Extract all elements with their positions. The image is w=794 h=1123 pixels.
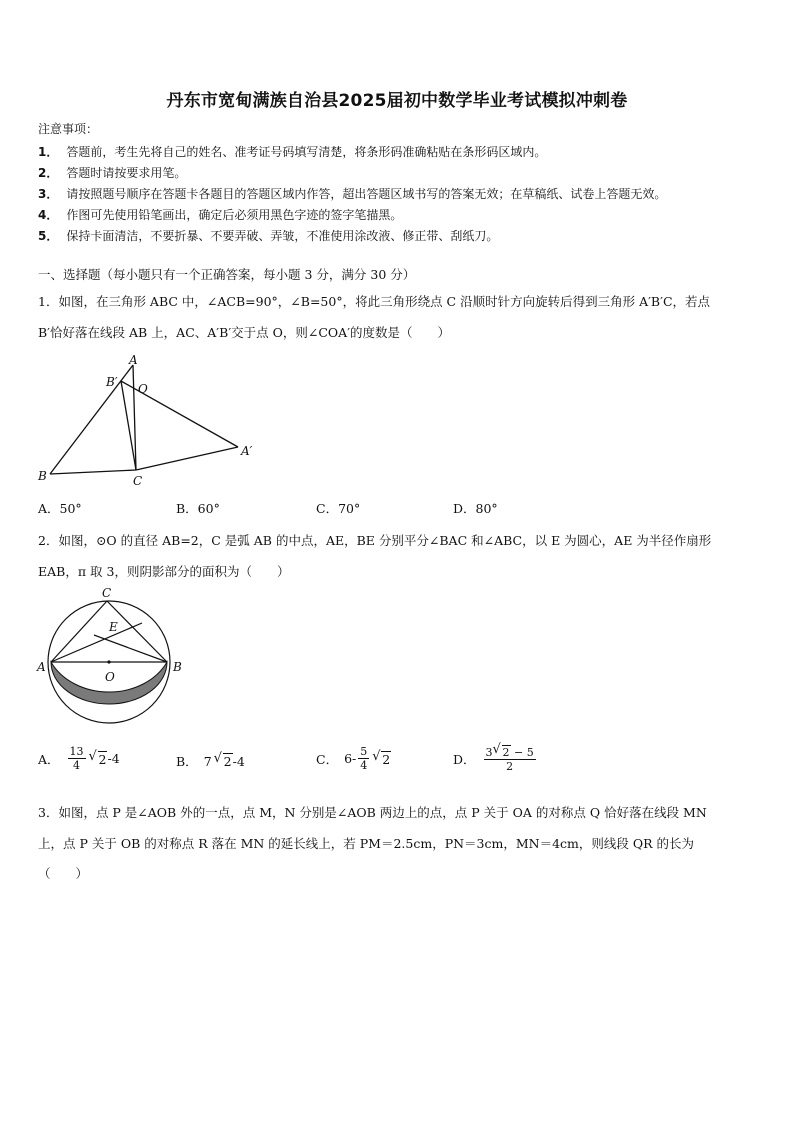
label-A: A [37,660,46,674]
label-O: O [105,670,115,684]
question-3-line-1: 3．如图，点 P 是∠AOB 外的一点，点 M，N 分别是∠AOB 两边上的点，点 P 关于 OA 的对称点 Q 恰好落在线段 MN [38,805,707,820]
label-B: B [38,469,47,483]
label-O: O [138,382,148,396]
q1-option-c: C．70° [316,501,361,516]
label-C: C [102,586,112,600]
circle-figure [34,585,194,730]
q2-option-c: C． 6- $\frac{5}{4}$ √ 2 [316,745,391,772]
page-title: 丹东市宽甸满族自治县2025届初中数学毕业考试模拟冲刺卷 [166,91,628,111]
q1-option-d: D．80° [453,501,498,516]
label-E: E [109,620,118,634]
q2-option-b: B． 7 √ 2 -4 [176,752,245,770]
section-heading: 一、选择题（每小题只有一个正确答案，每小题 3 分，满分 30 分） [38,267,416,282]
question-3-line-2: 上，点 P 关于 OB 的对称点 R 落在 MN 的延长线上，若 PM＝2.5cm，PN＝3cm，MN＝4cm，则线段 QR 的长为 [38,836,695,851]
label-B: B [173,660,182,674]
note-item: 3． 请按照题号顺序在答题卡各题目的答题区域内作答，超出答题区域书写的答案无效；在草稿纸、试卷上答题无效。 [38,187,667,201]
label-A-prime: A′ [241,444,253,458]
question-1-line-1: 1．如图，在三角形 ABC 中，∠ACB=90°，∠B=50°，将此三角形绕点 C 沿顺时针方向旋转后得到三角形 A′B′C，若点 [38,294,711,309]
question-2-line-2: EAB，π 取 3，则阴影部分的面积为（ ） [38,564,290,579]
label-A: A [129,353,138,367]
label-B-prime: B′ [106,375,118,389]
q1-option-a: A．50° [38,501,82,516]
label-C: C [133,474,143,488]
q2-option-a: A． $\frac{13}{4}$ √ 2 -4 [38,745,120,772]
note-item: 1． 答题前，考生先将自己的姓名、准考证号码填写清楚，将条形码准确粘贴在条形码区域内。 [38,145,547,159]
notes-heading: 注意事项： [38,122,99,136]
note-item: 5． 保持卡面清洁，不要折暴、不要弄破、弄皱，不准使用涂改液、修正带、刮纸刀。 [38,229,499,243]
question-3-line-3: （ ） [38,866,89,881]
note-item: 2． 答题时请按要求用笔。 [38,166,187,180]
question-1-line-2: B′恰好落在线段 AB 上，AC、A′B′交于点 O，则∠COA′的度数是（ ） [38,325,451,340]
triangle-figure [34,352,264,492]
q1-option-b: B．60° [176,501,220,516]
question-2-line-1: 2．如图，⊙O 的直径 AB=2，C 是弧 AB 的中点，AE，BE 分别平分∠BAC 和∠ABC，以 E 为圆心，AE 为半径作扇形 [38,533,712,548]
q2-option-d: D． $\frac{3√ 2 - 5}{2}$ [453,745,538,773]
note-item: 4． 作图可先使用铅笔画出，确定后必须用黑色字迹的签字笔描黑。 [38,208,403,222]
